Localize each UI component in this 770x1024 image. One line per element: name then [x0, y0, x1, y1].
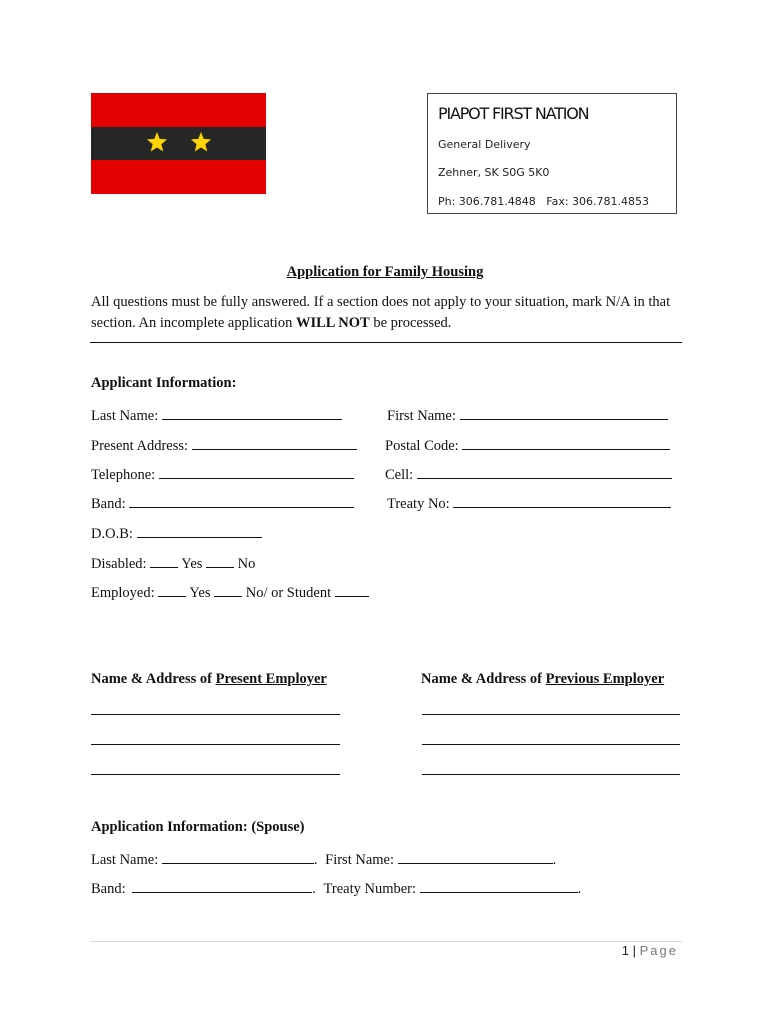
postal-code-field	[385, 435, 670, 455]
flag-black-band	[91, 127, 266, 160]
organization-address-box	[427, 93, 677, 214]
first-name-input[interactable]	[460, 405, 668, 420]
cell-input[interactable]	[417, 464, 672, 479]
previous-employer-heading	[421, 671, 664, 688]
employed-label: Employed:	[91, 585, 155, 601]
present-employer-heading	[91, 671, 327, 688]
disabled-no-label: No	[237, 556, 256, 572]
employed-no-blank[interactable]	[214, 582, 242, 597]
spouse-section-heading: Application Information: (Spouse)	[91, 819, 305, 835]
telephone-field	[91, 464, 354, 484]
treaty-no-field	[387, 493, 671, 513]
present-address-input[interactable]	[192, 435, 357, 450]
disabled-yes-label: Yes	[181, 556, 203, 572]
star-icon	[146, 131, 168, 153]
previous-employer-line-3[interactable]	[422, 774, 680, 775]
band-label: Band:	[91, 496, 126, 512]
spouse-name-row	[91, 849, 556, 869]
employed-yes-label: Yes	[189, 585, 211, 601]
previous-employer-line-2[interactable]	[422, 744, 680, 745]
address-line-2: Zehner, SK S0G 5K0	[438, 166, 550, 179]
dob-field	[91, 523, 262, 543]
first-name-field	[387, 405, 668, 425]
present-employer-line-1[interactable]	[91, 714, 340, 715]
cell-label: Cell:	[385, 467, 414, 483]
spouse-band-label: Band:	[91, 881, 126, 897]
spouse-band-input[interactable]	[132, 878, 312, 893]
cell-field	[385, 464, 672, 484]
present-employer-label: Present Employer	[215, 671, 327, 687]
treaty-no-label: Treaty No:	[387, 496, 450, 512]
disabled-label: Disabled:	[91, 556, 147, 572]
dob-label: D.O.B:	[91, 526, 133, 542]
footer-divider	[90, 941, 682, 942]
dob-input[interactable]	[137, 523, 262, 538]
period: .	[312, 881, 316, 897]
applicant-section-heading: Applicant Information:	[91, 375, 237, 391]
telephone-label: Telephone:	[91, 467, 156, 483]
spouse-first-name-input[interactable]	[398, 849, 553, 864]
disabled-field	[91, 553, 255, 573]
page-word: Page	[639, 943, 678, 958]
last-name-field	[91, 405, 342, 425]
disabled-no-blank[interactable]	[206, 553, 234, 568]
present-address-label: Present Address:	[91, 438, 189, 454]
spouse-band-row	[91, 878, 581, 898]
treaty-no-input[interactable]	[453, 493, 671, 508]
instructions-paragraph	[91, 292, 681, 334]
band-input[interactable]	[129, 493, 354, 508]
period: .	[577, 881, 582, 897]
flag-red-band-top	[91, 93, 266, 127]
spouse-first-name-label: First Name:	[325, 852, 394, 868]
employed-field	[91, 582, 369, 602]
page-footer	[622, 943, 678, 958]
present-employer-line-2[interactable]	[91, 744, 340, 745]
period: .	[552, 852, 557, 868]
spouse-last-name-input[interactable]	[162, 849, 314, 864]
first-name-label: First Name:	[387, 408, 456, 424]
present-employer-prefix: Name & Address of	[91, 671, 216, 687]
postal-code-input[interactable]	[462, 435, 670, 450]
spouse-treaty-number-input[interactable]	[420, 878, 578, 893]
page-number: 1	[621, 943, 629, 958]
previous-employer-prefix: Name & Address of	[421, 671, 546, 687]
postal-code-label: Postal Code:	[385, 438, 459, 454]
student-blank[interactable]	[335, 582, 369, 597]
phone-fax-line: Ph: 306.781.4848 Fax: 306.781.4853	[438, 195, 650, 208]
form-title: Application for Family Housing	[286, 264, 484, 280]
instructions-text: All questions must be fully answered. If a section does not apply to your situation, mark N/A in that section. An incomplete application	[91, 294, 671, 331]
page-separator: |	[632, 943, 636, 958]
instructions-emphasis: WILL NOT	[295, 315, 370, 331]
spouse-treaty-number-label: Treaty Number:	[323, 881, 417, 897]
employed-yes-blank[interactable]	[158, 582, 186, 597]
telephone-input[interactable]	[159, 464, 354, 479]
previous-employer-label: Previous Employer	[545, 671, 665, 687]
employed-no-label: No/ or Student	[245, 585, 332, 601]
star-icon	[190, 131, 212, 153]
band-field	[91, 493, 354, 513]
last-name-input[interactable]	[162, 405, 342, 420]
present-employer-line-3[interactable]	[91, 774, 340, 775]
disabled-yes-blank[interactable]	[150, 553, 178, 568]
period: .	[313, 852, 318, 868]
last-name-label: Last Name:	[91, 408, 159, 424]
spouse-last-name-label: Last Name:	[91, 852, 159, 868]
section-divider	[90, 342, 682, 343]
organization-name: PIAPOT FIRST NATION	[438, 104, 589, 123]
instructions-text-end: be processed.	[369, 315, 452, 331]
previous-employer-line-1[interactable]	[422, 714, 680, 715]
present-address-field	[91, 435, 357, 455]
flag-red-band-bottom	[91, 160, 266, 194]
piapot-flag-logo	[91, 93, 266, 194]
address-line-1: General Delivery	[438, 138, 531, 151]
